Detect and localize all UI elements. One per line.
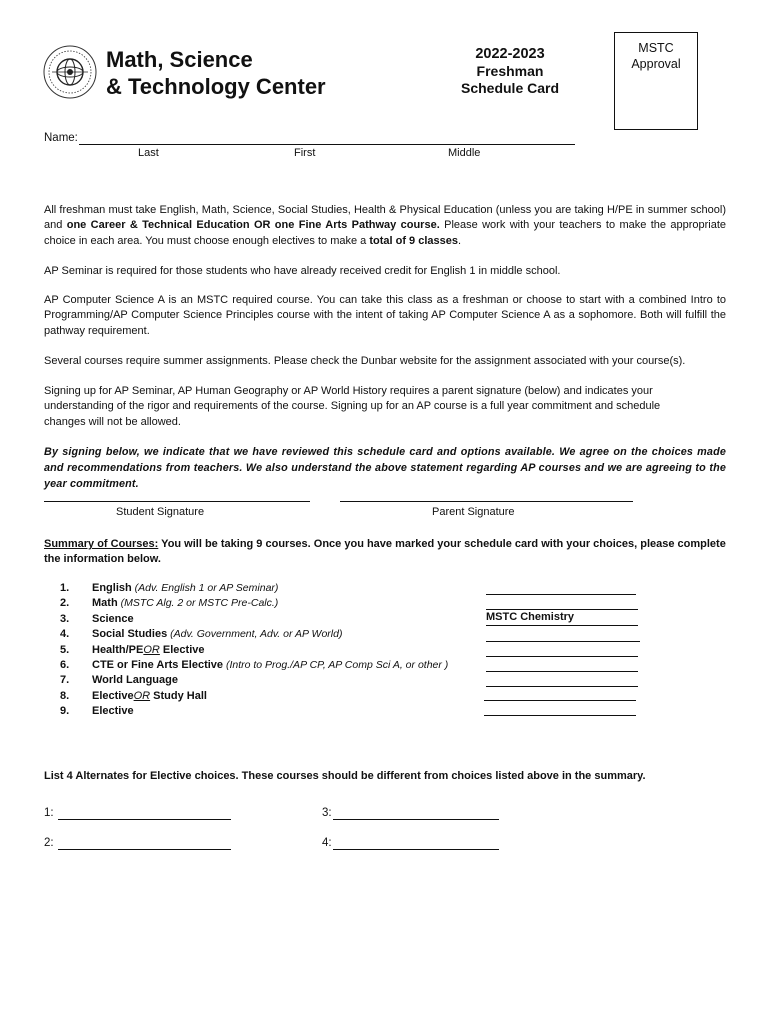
ap-commitment-note: Signing up for AP Seminar, AP Human Geography or AP World History requires a parent signature (below) and indicates your understanding of the rigor and requirements of the course. Signing up for an AP course is a full year commitment and schedule changes will not be allowed.	[44, 385, 661, 428]
list-item: 4. Social Studies (Adv. Government, Adv. or AP World)	[60, 628, 343, 641]
list-item: 6. CTE or Fine Arts Elective (Intro to Prog./AP CP, AP Comp Sci A, or other )	[60, 658, 449, 671]
name-input-line[interactable]	[79, 144, 575, 145]
ap-seminar-note: AP Seminar is required for those students who have already received credit for English 1 in middle school.	[44, 265, 561, 277]
summer-assignments-note: Several courses require summer assignments. Please check the Dunbar website for the assignment associated with your course(s).	[44, 355, 686, 367]
alternate-2-label: 2:	[44, 837, 54, 849]
parent-signature-label: Parent Signature	[432, 506, 515, 518]
health-pe-answer-line[interactable]	[486, 642, 638, 657]
student-signature-label: Student Signature	[116, 506, 205, 518]
math-answer-line[interactable]	[486, 595, 638, 610]
requirements-paragraph: All freshman must take English, Math, Science, Social Studies, Health & Physical Education (unless you are taking H/PE in summer school) and one Career & Technical Education OR one Fine Arts Pathway course. Please work with your teachers to make the appropriate choice in each area. You must choose enough electives to make a total of 9 classes.	[44, 204, 726, 247]
social-studies-answer-line[interactable]	[486, 627, 640, 642]
cte-answer-line[interactable]	[486, 657, 638, 672]
elective-study-hall-answer-line[interactable]	[484, 686, 636, 701]
school-year: 2022-2023	[475, 46, 545, 62]
mstc-approval-box[interactable]: MSTC Approval	[614, 32, 698, 130]
student-signature-line[interactable]	[44, 501, 310, 502]
list-item: 9. Elective	[60, 705, 134, 718]
center-name: Math, Science & Technology Center	[106, 47, 326, 99]
schedule-card-title: 2022-2023 Freshman Schedule Card	[440, 46, 580, 97]
ap-cs-note: AP Computer Science A is an MSTC required course. You can take this class as a freshman or choose to start with a combined Intro to Programming/AP Computer Science Principles course with the intent of taking AP Computer Science A as a sophomore. Both will fulfill the pathway requirement.	[44, 294, 726, 337]
name-label: Name:	[44, 132, 78, 144]
world-language-answer-line[interactable]	[486, 672, 638, 687]
alternate-4-label: 4:	[322, 837, 332, 849]
parent-signature-line[interactable]	[340, 501, 633, 502]
signature-statement: By signing below, we indicate that we have reviewed this schedule card and options available. We agree on the choices made and recommendations from teachers. We also understand the above statement regarding AP courses and we are agreeing to the year commitment.	[44, 446, 726, 490]
english-answer-line[interactable]	[486, 580, 636, 595]
list-item: 5. Health/PEOR Elective	[60, 643, 205, 656]
list-item: 8. ElectiveOR Study Hall	[60, 689, 207, 702]
alternate-1-input-line[interactable]	[58, 819, 231, 820]
alternate-4-input-line[interactable]	[333, 849, 499, 850]
alternate-3-label: 3:	[322, 807, 332, 819]
alternate-2-input-line[interactable]	[58, 849, 231, 850]
list-item: 7. World Language	[60, 674, 178, 687]
science-answer-line[interactable]: MSTC Chemistry	[486, 611, 638, 626]
list-item: 2. Math (MSTC Alg. 2 or MSTC Pre-Calc.)	[60, 597, 279, 610]
course-list	[60, 581, 448, 720]
first-name-label: First	[294, 147, 316, 159]
elective-answer-line[interactable]	[484, 701, 636, 716]
alternate-3-input-line[interactable]	[333, 819, 499, 820]
list-item: 3. Science	[60, 612, 134, 625]
last-name-label: Last	[138, 147, 159, 159]
list-item: 1. English (Adv. English 1 or AP Seminar)	[60, 582, 279, 594]
summary-of-courses: Summary of Courses: You will be taking 9 courses. Once you have marked your schedule card with your choices, please complete the information below.	[44, 538, 726, 565]
middle-name-label: Middle	[448, 147, 481, 159]
school-seal-logo	[42, 44, 98, 100]
alternates-heading: List 4 Alternates for Elective choices. These courses should be different from choices listed above in the summary.	[44, 770, 646, 782]
alternate-1-label: 1:	[44, 807, 54, 819]
